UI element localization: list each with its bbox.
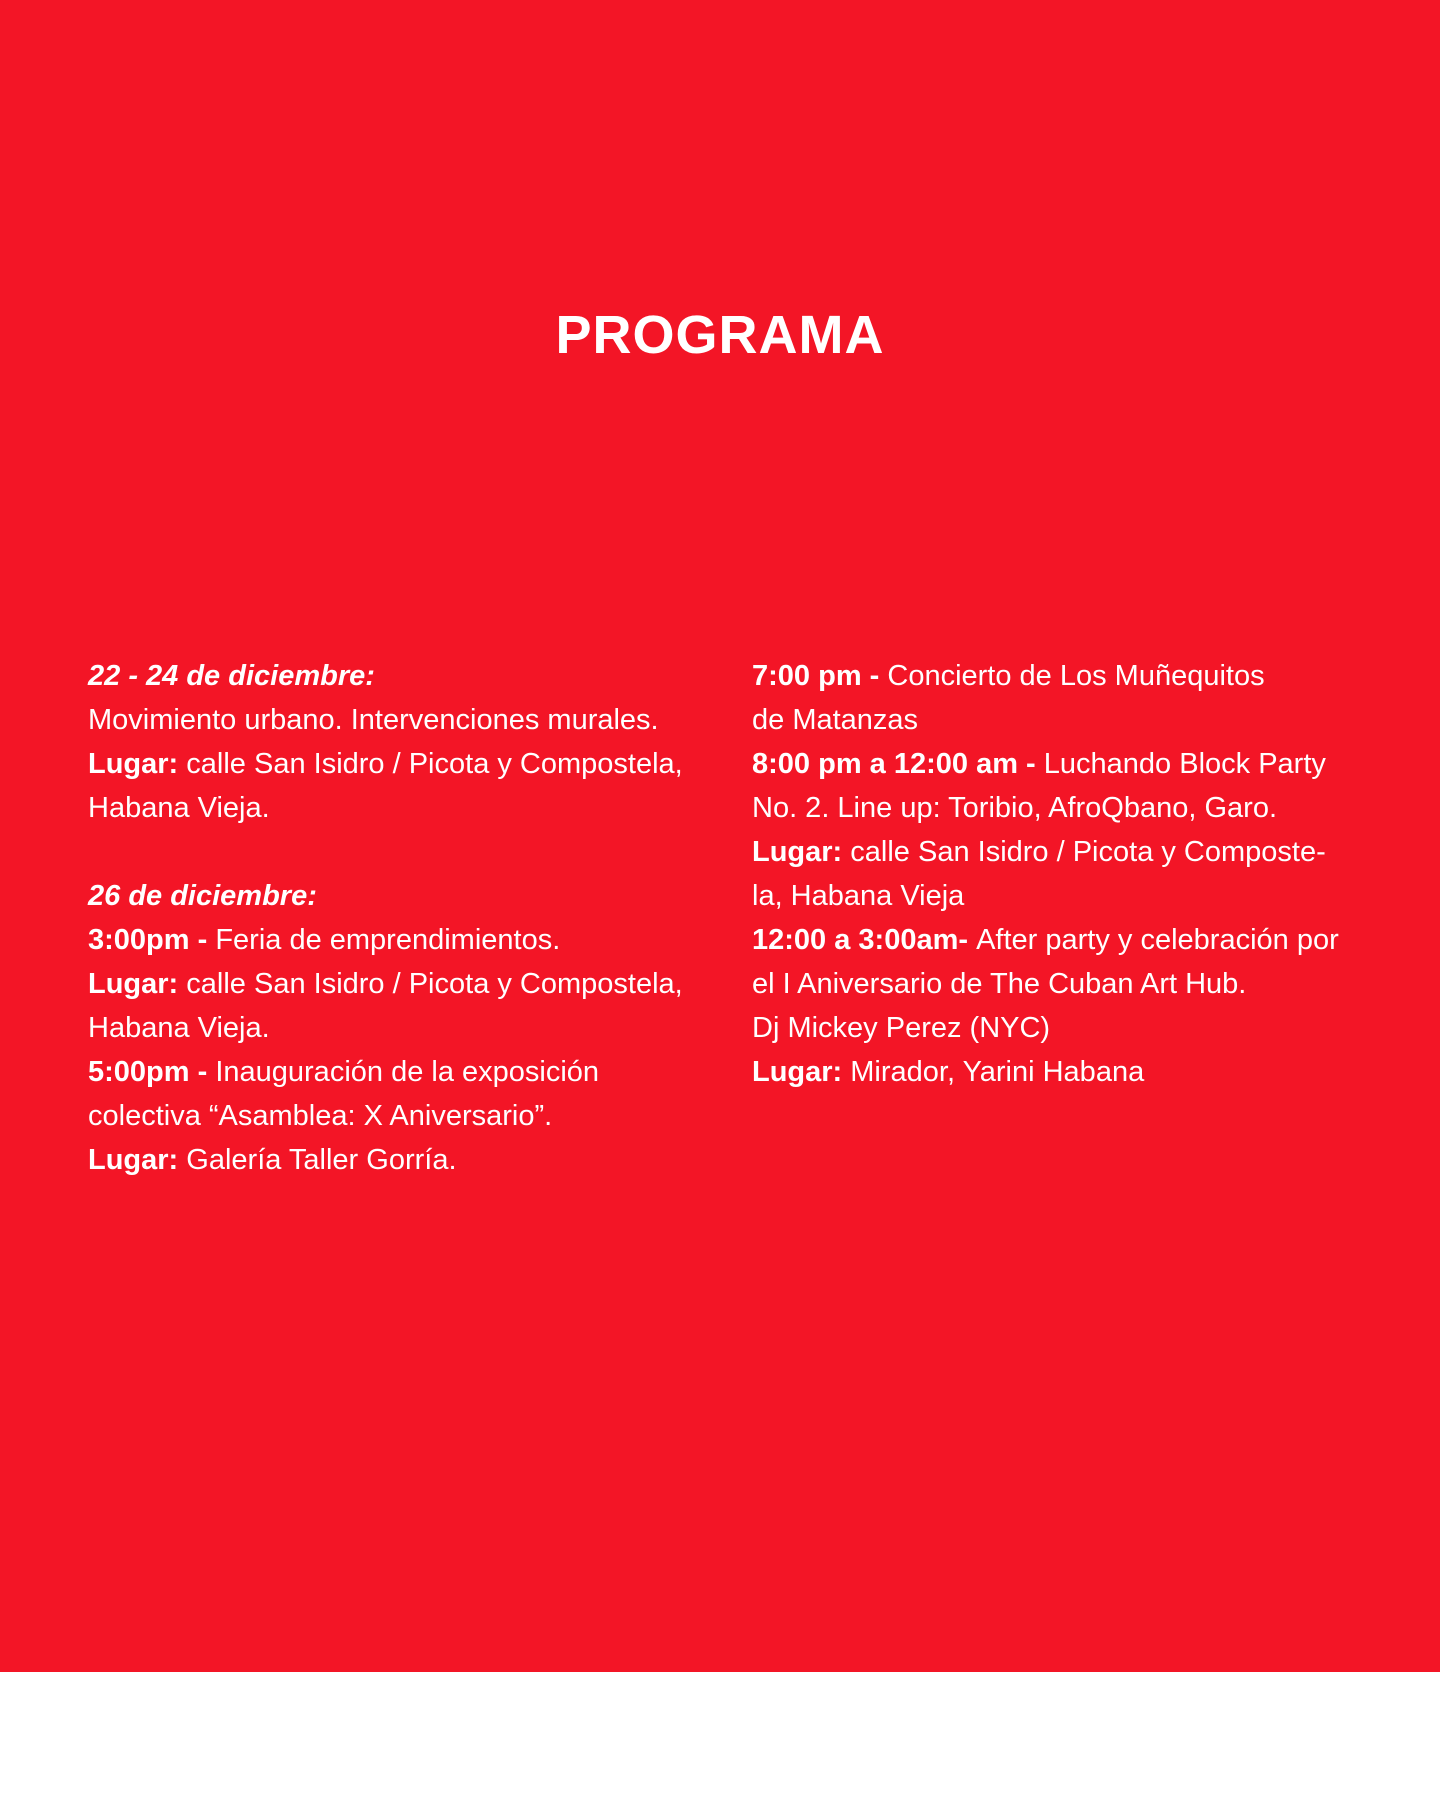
section-heading-dec-26: 26 de diciembre: [88,880,317,912]
event-text: Inauguración de la exposición [215,1056,600,1088]
event-after-party-cont: el I Aniversario de The Cuban Art Hub. [752,968,1247,1000]
event-inauguracion-place [88,1138,748,1182]
event-time: 8:00 pm a 12:00 am - [752,748,1044,780]
event-text: Concierto de Los Muñequitos [887,660,1265,692]
section1-place-cont: Habana Vieja. [88,792,270,824]
place-label: Lugar: [88,968,179,1000]
event-block-party [752,742,1392,786]
event-feria-place [88,962,748,1006]
place-label: Lugar: [752,836,843,868]
place-text: calle San Isidro / Picota y Compostela, [178,968,683,1000]
event-block-party-place-cont: la, Habana Vieja [752,880,965,912]
event-time: 7:00 pm - [752,660,888,692]
event-block-party-place [752,830,1392,874]
right-column [752,654,1392,1094]
event-after-party [752,918,1392,962]
event-inauguracion-cont: colectiva “Asamblea: X Aniversario”. [88,1100,553,1132]
bottom-margin [0,1672,1440,1800]
event-feria [88,918,748,962]
place-text: Galería Taller Gorría. [178,1144,457,1176]
place-text: calle San Isidro / Picota y Composte- [842,836,1326,868]
section1-place [88,742,748,786]
place-text: Mirador, Yarini Habana [842,1056,1145,1088]
spacer [88,830,748,874]
place-text: calle San Isidro / Picota y Compostela, [178,748,683,780]
event-after-party-place [752,1050,1392,1094]
event-text: After party y celebración por [976,924,1339,956]
event-after-party-dj: Dj Mickey Perez (NYC) [752,1012,1051,1044]
place-label: Lugar: [88,1144,179,1176]
page-title: PROGRAMA [555,305,885,365]
event-concierto-cont: de Matanzas [752,704,919,736]
event-concierto [752,654,1392,698]
left-column [88,654,748,1182]
section1-description: Movimiento urbano. Intervenciones murales. [88,704,659,736]
place-label: Lugar: [88,748,179,780]
event-inauguracion [88,1050,748,1094]
event-block-party-cont: No. 2. Line up: Toribio, AfroQbano, Garo. [752,792,1278,824]
section-heading-dec-22-24: 22 - 24 de diciembre: [88,660,375,692]
event-text: Feria de emprendimientos. [215,924,561,956]
event-text: Luchando Block Party [1043,748,1326,780]
event-time: 3:00pm - [88,924,216,956]
event-feria-place-cont: Habana Vieja. [88,1012,270,1044]
place-label: Lugar: [752,1056,843,1088]
event-time: 12:00 a 3:00am- [752,924,977,956]
event-time: 5:00pm - [88,1056,216,1088]
